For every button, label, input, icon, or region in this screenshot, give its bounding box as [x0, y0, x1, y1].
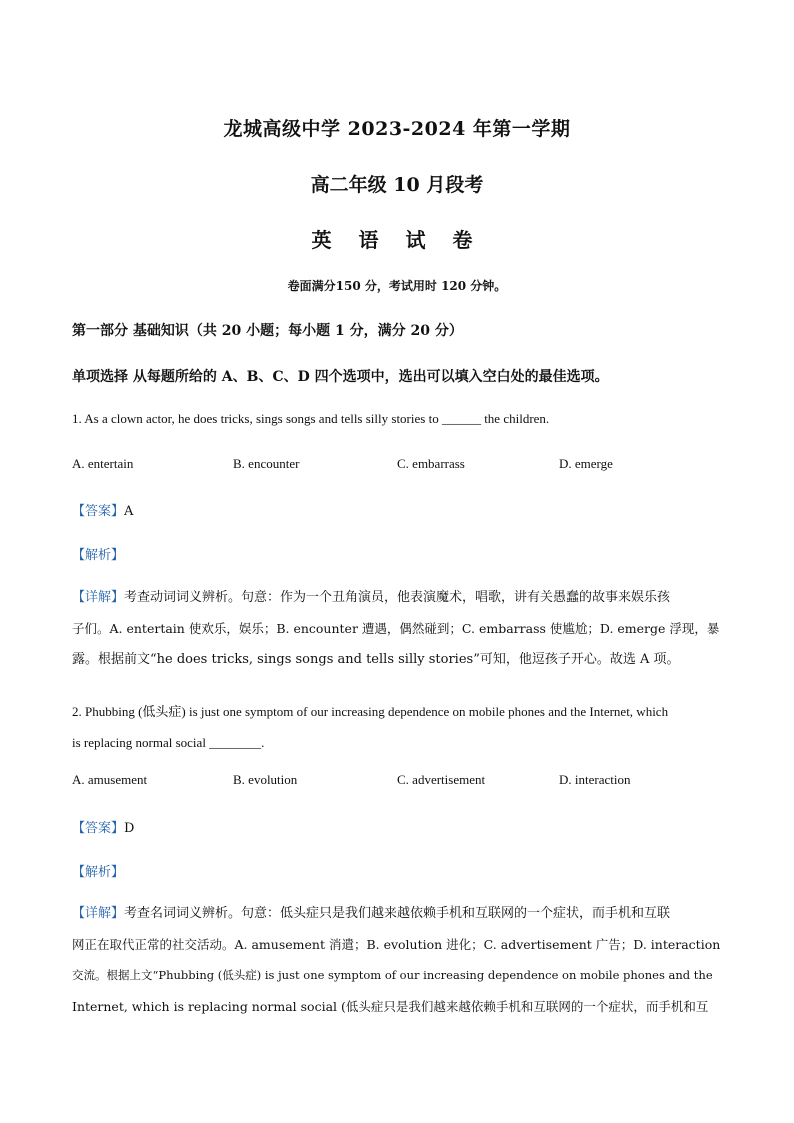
- question-2-answer: [72, 817, 134, 836]
- question-2-option-a: A. amusement: [72, 772, 148, 787]
- detail-line: 网正在取代正常的社交活动。A. amusement 消遣；B. evolution 进化；C. advertisement 广告；D. interaction: [72, 937, 721, 952]
- question-1-option-c: C. embarrass: [397, 456, 465, 471]
- instruction: 单项选择 从每题所给的 A、B、C、D 四个选项中，选出可以填入空白处的最佳选项。: [72, 369, 609, 385]
- question-2-detail: [72, 898, 722, 1022]
- school-title: 龙城高级中学 2023-2024 年第一学期: [223, 118, 571, 140]
- detail-line: 【详解】考查名词词义辨析。句意：低头症只是我们越来越依赖手机和互联网的一个症状，而手机和互联: [72, 906, 671, 921]
- stem-line: 2. Phubbing (低头症) is just one symptom of our increasing dependence on mobile phones and the Internet, which: [72, 704, 669, 719]
- detail-line: 【详解】考查动词词义辨析。句意：作为一个丑角演员，他表演魔术，唱歌，讲有关愚蠢的故事来娱乐孩: [72, 590, 671, 605]
- question-1-analysis-tag: 【解析】: [72, 548, 125, 563]
- question-2-option-d: D. interaction: [559, 772, 631, 787]
- stem-line: is replacing normal social ________.: [72, 735, 265, 750]
- question-1-stem: 1. As a clown actor, he does tricks, sings songs and tells silly stories to ______ the children.: [72, 411, 550, 426]
- detail-tag: 【详解】: [72, 590, 125, 605]
- question-1-option-b: B. encounter: [233, 456, 300, 471]
- question-1-answer: [72, 500, 133, 519]
- detail-line: 子们。A. entertain 使欢乐，娱乐；B. encounter 遭遇，偶然碰到；C. embarrass 使尴尬；D. emerge 浮现，暴: [72, 621, 720, 636]
- detail-tag: 【详解】: [72, 906, 125, 921]
- detail-line: 交流。根据上文“Phubbing (低头症) is just one symptom of our increasing dependence on mobile phones and the: [72, 968, 713, 982]
- subject-title: 英 语 试 卷: [311, 228, 483, 252]
- question-1-option-a: A. entertain: [72, 456, 134, 471]
- question-1-option-d: D. emerge: [559, 456, 613, 471]
- detail-line: 露。根据前文“he does tricks, sings songs and tells silly stories”可知，他逗孩子开心。故选 A 项。: [72, 652, 680, 667]
- answer-tag: 【答案】: [72, 821, 125, 836]
- part-title: 第一部分 基础知识（共 20 小题；每小题 1 分，满分 20 分）: [72, 323, 463, 339]
- detail-line: Internet, which is replacing normal social (低头症只是我们越来越依赖手机和互联网的一个症状，而手机和互: [72, 999, 709, 1014]
- exam-note: 卷面满分150 分，考试用时 120 分钟。: [287, 279, 507, 293]
- exam-title: 高二年级 10 月段考: [310, 174, 484, 196]
- question-2-option-b: B. evolution: [233, 772, 298, 787]
- answer-tag: 【答案】: [72, 504, 125, 519]
- question-1-detail: [72, 582, 722, 675]
- question-2-analysis-tag: 【解析】: [72, 865, 125, 880]
- answer-value: D: [124, 821, 135, 836]
- answer-value: A: [124, 504, 134, 519]
- question-2-option-c: C. advertisement: [397, 772, 486, 787]
- question-2-stem: [72, 696, 722, 758]
